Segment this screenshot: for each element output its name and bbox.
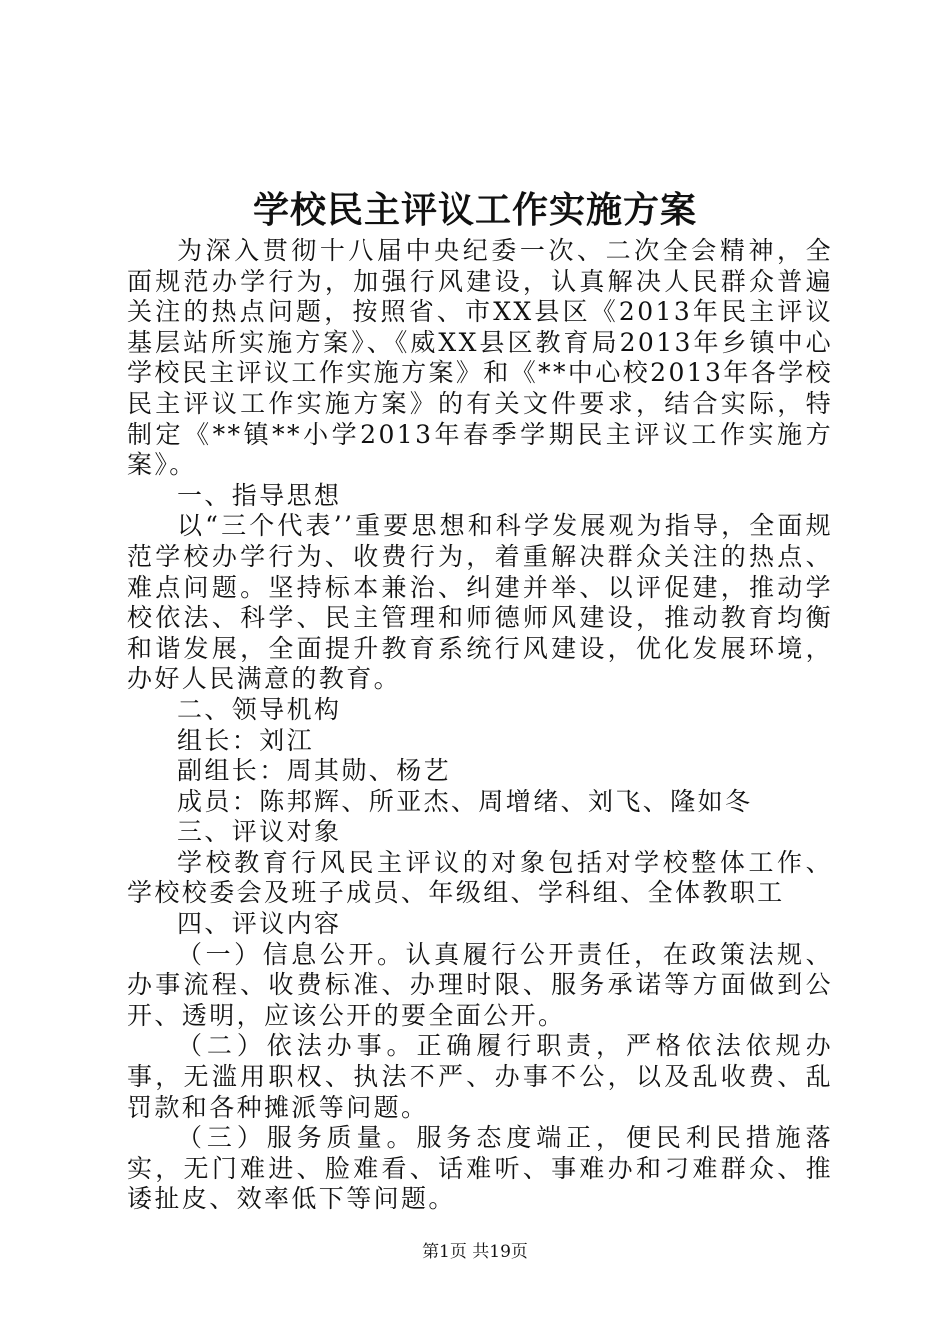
page-footer: 第1页 共19页 [422, 1242, 528, 1262]
item-service-quality: （三）服务质量。服务态度端正，便民利民措施落实，无门难进、脸难看、话难听、事难办和刁难群众、推诿扯皮、效率低下等问题。 [127, 1123, 833, 1214]
members-line: 成员：陈邦辉、所亚杰、周增绪、刘飞、隆如冬 [177, 786, 753, 816]
document-body [127, 236, 833, 1215]
section-heading-guiding-thought: 一、指导思想 [177, 480, 342, 510]
deputy-leader-line: 副组长：周其勋、杨艺 [177, 756, 452, 786]
item-information-disclosure: （一）信息公开。认真履行公开责任，在政策法规、办事流程、收费标准、办理时限、服务承诺等方面做到公开、透明，应该公开的要全面公开。 [127, 939, 833, 1030]
leader-line: 组长：刘江 [177, 725, 315, 755]
intro-paragraph: 为深入贯彻十八届中央纪委一次、二次全会精神，全面规范办学行为，加强行风建设，认真解决人民群众普遍关注的热点问题，按照省、市XX县区《2013年民主评议基层站所实施方案》、《威XX县区教育局2013年乡镇中心学校民主评议工作实施方案》和《**中心校2013年各学校民主评议工作实施方案》的有关文件要求，结合实际，特制定《**镇**小学2013年春季学期民主评议工作实施方案》。 [127, 236, 833, 480]
section-heading-evaluation-targets: 三、评议对象 [177, 817, 342, 847]
section-heading-evaluation-content: 四、评议内容 [177, 909, 342, 939]
section-heading-leadership: 二、领导机构 [177, 694, 342, 724]
evaluation-targets-paragraph: 学校教育行风民主评议的对象包括对学校整体工作、学校校委会及班子成员、年级组、学科组、全体教职工 [127, 847, 833, 908]
item-lawful-conduct: （二）依法办事。正确履行职责，严格依法依规办事，无滥用职权、执法不严、办事不公，以及乱收费、乱罚款和各种摊派等问题。 [127, 1031, 833, 1122]
document-title: 学校民主评议工作实施方案 [252, 189, 697, 231]
guiding-thought-paragraph: 以“三个代表’’重要思想和科学发展观为指导，全面规范学校办学行为、收费行为，着重解决群众关注的热点、难点问题。坚持标本兼治、纠建并举、以评促建，推动学校依法、科学、民主管理和师德师风建设，推动教育均衡和谐发展，全面提升教育系统行风建设，优化发展环境，办好人民满意的教育。 [127, 511, 833, 694]
